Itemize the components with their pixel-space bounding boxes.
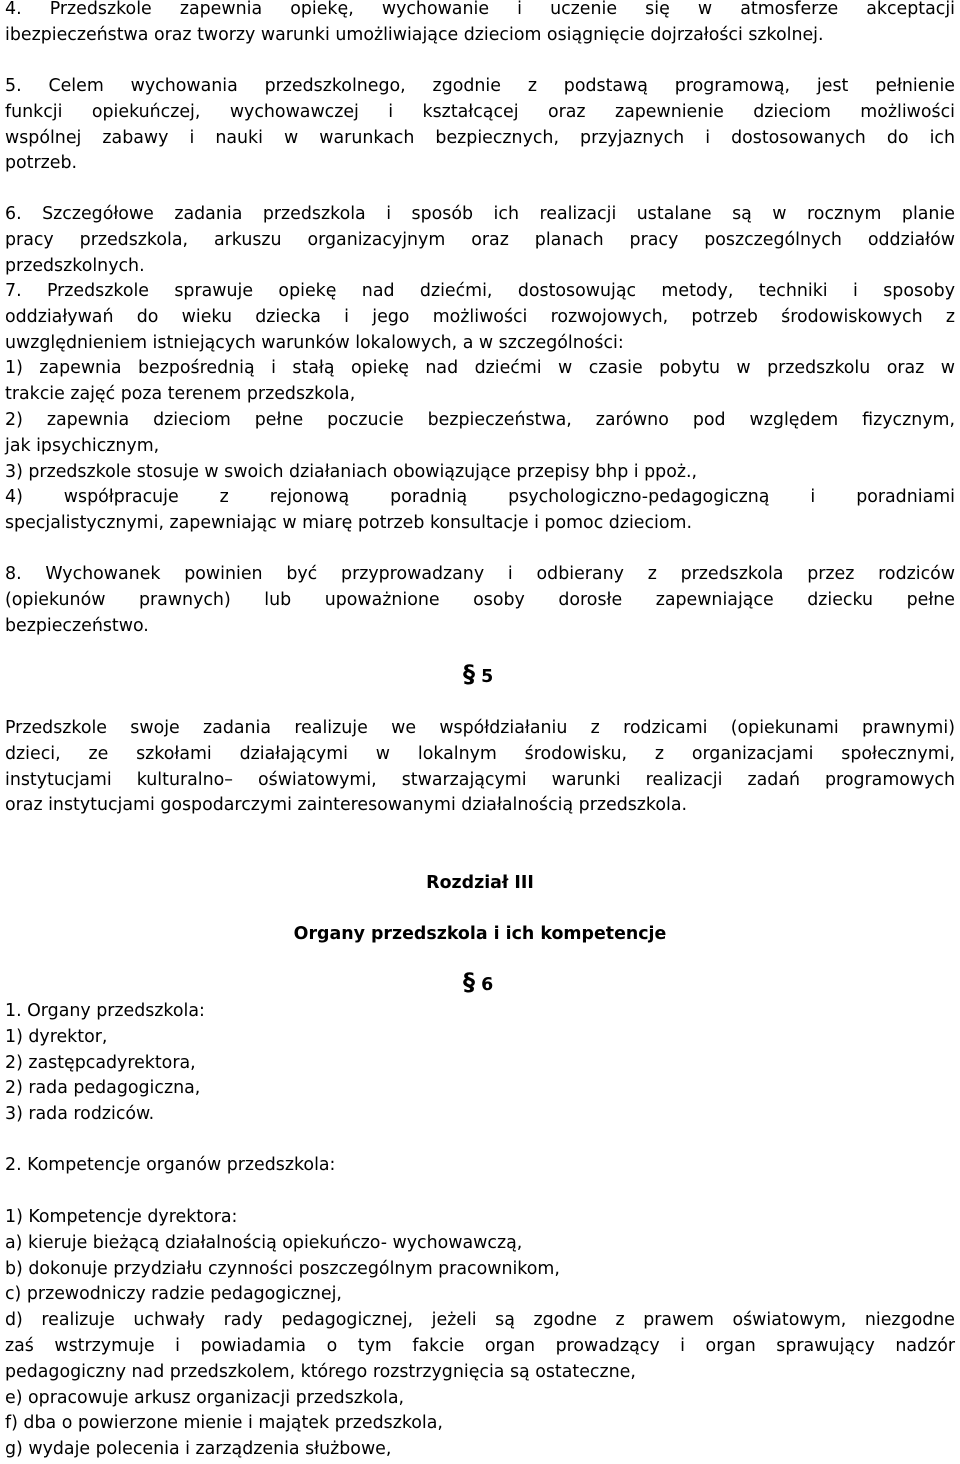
director-competences — [5, 1205, 955, 1463]
text-line: ibezpieczeństwa oraz tworzy warunki umożliwiające dzieciom osiągnięcie dojrzałości szkolnej. — [5, 24, 824, 45]
list-item: f) dba o powierzone mienie i majątek przedszkola, — [5, 1413, 443, 1434]
paragraph-7 — [5, 279, 955, 537]
text-line: pracy przedszkola, arkuszu organizacyjnym oraz planach pracy poszczególnych oddziałów — [5, 229, 955, 250]
section-number: 6 — [481, 975, 494, 995]
text-line: jak ipsychicznym, — [5, 435, 160, 456]
list-item: 2) rada pedagogiczna, — [5, 1078, 201, 1099]
list-item: 1) Kompetencje dyrektora: — [5, 1207, 238, 1227]
text-line: 6. Szczegółowe zadania przedszkola i sposób ich realizacji ustalane są w rocznym planie — [5, 204, 955, 224]
list-item: g) wydaje polecenia i zarządzenia służbowe, — [5, 1439, 392, 1460]
section-6-heading — [463, 970, 493, 999]
paragraph-6 — [5, 202, 955, 279]
text-line: wspólnej zabawy i nauki w warunkach bezpiecznych, przyjaznych i dostosowanych do ich — [5, 127, 955, 148]
chapter-title: Rozdział III — [426, 873, 534, 893]
text-line: uwzględnieniem istniejących warunków lokalowych, a w szczególności: — [5, 332, 624, 353]
list-item: 2) zastępcadyrektora, — [5, 1052, 196, 1073]
competences-heading: 2. Kompetencje organów przedszkola: — [5, 1155, 336, 1175]
paragraph-section-5 — [5, 716, 955, 819]
list-item: e) opracowuje arkusz organizacji przedszkola, — [5, 1387, 405, 1408]
text-line: Przedszkole swoje zadania realizuje we współdziałaniu z rodzicami (opiekunami prawnymi) — [5, 718, 955, 738]
text-line: 5. Celem wychowania przedszkolnego, zgodnie z podstawą programową, jest pełnienie — [5, 76, 955, 96]
text-line: specjalistycznymi, zapewniając w miarę potrzeb konsultacje i pomoc dzieciom. — [5, 513, 692, 534]
text-line: 1) zapewnia bezpośrednią i stałą opiekę nad dziećmi w czasie pobytu w przedszkolu oraz w — [5, 358, 955, 379]
section-5-heading — [463, 662, 493, 691]
text-line: potrzeb. — [5, 153, 78, 174]
list-item: pedagogiczny nad przedszkolem, którego rozstrzygnięcia są ostateczne, — [5, 1361, 636, 1382]
text-line: przedszkolnych. — [5, 255, 145, 276]
text-line: 2) zapewnia dzieciom pełne poczucie bezpieczeństwa, zarówno pod względem fizycznym, — [5, 409, 955, 430]
text-line: instytucjami kulturalno– oświatowymi, stwarzającymi warunki realizacji zadań programowych — [5, 769, 955, 790]
paragraph-5 — [5, 74, 955, 177]
text-line: 7. Przedszkole sprawuje opiekę nad dziećmi, dostosowując metody, techniki i sposoby — [5, 281, 955, 301]
list-item: b) dokonuje przydziału czynności poszczególnym pracownikom, — [5, 1258, 560, 1279]
list-item: 1. Organy przedszkola: — [5, 1001, 205, 1021]
list-item: d) realizuje uchwały rady pedagogicznej, jeżeli są zgodne z prawem oświatowym, niezgodne — [5, 1310, 955, 1331]
text-line: oraz instytucjami gospodarczymi zainteresowanymi działalnością przedszkola. — [5, 795, 688, 816]
text-line: oddziaływań do wieku dziecka i jego możliwości rozwojowych, potrzeb środowiskowych z — [5, 306, 955, 327]
text-line: 3) przedszkole stosuje w swoich działaniach obowiązujące przepisy bhp i ppoż., — [5, 461, 698, 482]
text-line: funkcji opiekuńczej, wychowawczej i kształcącej oraz zapewnienie dzieciom możliwości — [5, 101, 955, 122]
list-item: a) kieruje bieżącą działalnością opiekuńczo- wychowawczą, — [5, 1232, 523, 1253]
paragraph-8 — [5, 562, 955, 639]
text-line: bezpieczeństwo. — [5, 615, 149, 636]
text-line: 4) współpracuje z rejonową poradnią psychologiczno-pedagogiczną i poradniami — [5, 487, 955, 508]
organs-list — [5, 999, 955, 1128]
list-item: 3) rada rodziców. — [5, 1104, 155, 1125]
section-sign: § — [463, 968, 475, 996]
chapter-subtitle: Organy przedszkola i ich kompetencje — [293, 924, 667, 944]
text-line: (opiekunów prawnych) lub upoważnione osoby dorosłe zapewniające dziecku pełne — [5, 589, 955, 610]
text-line: dzieci, ze szkołami działającymi w lokalnym środowisku, z organizacjami społecznymi, — [5, 743, 955, 764]
section-number: 5 — [481, 667, 494, 687]
list-item: zaś wstrzymuje i powiadamia o tym fakcie organ prowadzący i organ sprawujący nadzór — [5, 1335, 955, 1356]
paragraph-4 — [5, 0, 955, 49]
text-line: 8. Wychowanek powinien być przyprowadzany i odbierany z przedszkola przez rodziców — [5, 564, 955, 584]
text-line: 4. Przedszkole zapewnia opiekę, wychowanie i uczenie się w atmosferze akceptacji — [5, 0, 955, 19]
text-line: trakcie zajęć poza terenem przedszkola, — [5, 384, 356, 405]
list-item: 1) dyrektor, — [5, 1026, 108, 1047]
list-item: c) przewodniczy radzie pedagogicznej, — [5, 1284, 342, 1305]
section-sign: § — [463, 660, 475, 688]
